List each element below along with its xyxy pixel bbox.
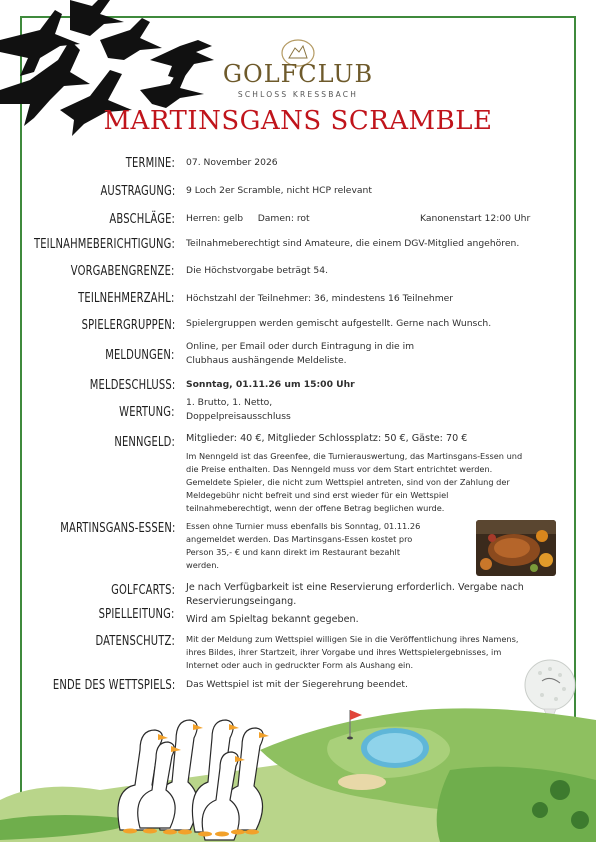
nenngeld-note-line5: teilnahmeberechtigt, wenn der offene Betrag beglichen wurde. (186, 503, 445, 513)
value-austragung: 9 Loch 2er Scramble, nicht HCP relevant (186, 185, 372, 196)
datenschutz-line3: Internet oder auch in gedruckter Form als Aushang ein. (186, 660, 414, 670)
roast-goose-photo (476, 520, 556, 576)
value-wertung-line1: 1. Brutto, 1. Netto, (186, 397, 273, 408)
label-vorgabengrenze: VORGABENGRENZE: (71, 263, 175, 279)
nenngeld-note-line1: Im Nenngeld ist das Greenfee, die Turnierauswertung, das Martinsgans-Essen und (186, 451, 523, 461)
label-nenngeld: NENNGELD: (114, 434, 175, 450)
label-abschlaege: ABSCHLÄGE: (109, 211, 175, 227)
label-austragung: AUSTRAGUNG: (100, 183, 175, 199)
label-teilnahmeberechtigung: TEILNAHMEBERICHTIGUNG: (33, 236, 175, 252)
value-termine: 07. November 2026 (186, 157, 278, 168)
club-logo-name: GOLFCLUB (222, 60, 374, 88)
nenngeld-note-line3: Gemeldete Spieler, die nicht zum Wettspiel antreten, sind von der Zahlung der (186, 477, 510, 487)
value-meldungen-line1: Online, per Email oder durch Eintragung in die im (186, 341, 415, 352)
club-logo-subtitle: SCHLOSS KRESSBACH (237, 90, 359, 99)
label-wertung: WERTUNG: (119, 404, 175, 420)
page-title: MARTINSGANS SCRAMBLE (103, 106, 493, 136)
value-spielleitung: Wird am Spieltag bekannt gegeben. (186, 614, 359, 625)
datenschutz-line1: Mit der Meldung zum Wettspiel willigen Sie in die Veröffentlichung ihres Namens, (186, 634, 519, 644)
essen-line1: Essen ohne Turnier muss ebenfalls bis Sonntag, 01.11.26 (186, 521, 421, 531)
value-ende-des-wettspiels: Das Wettspiel ist mit der Siegerehrung beendet. (186, 679, 408, 690)
label-meldeschluss: MELDESCHLUSS: (89, 377, 175, 393)
essen-line4: werden. (186, 560, 219, 570)
label-spielleitung: SPIELLEITUNG: (99, 606, 175, 622)
value-teilnahmeberechtigung: Teilnahmeberechtigt sind Amateure, die einem DGV-Mitglied angehören. (186, 238, 520, 249)
label-spielergruppen: SPIELERGRUPPEN: (81, 317, 175, 333)
value-teilnehmerzahl: Höchstzahl der Teilnehmer: 36, mindestens 16 Teilnehmer (186, 293, 454, 304)
value-nenngeld: Mitglieder: 40 €, Mitglieder Schlossplatz: 50 €, Gäste: 70 € (186, 433, 468, 444)
golfcarts-line1: Je nach Verfügbarkeit ist eine Reservierung erforderlich. Vergabe nach (186, 582, 524, 593)
nenngeld-note-line4: Meldegebühr nicht befreit und sind erst wieder für ein Wettspiel (186, 490, 449, 500)
golfcarts-line2: Reservierungseingang. (186, 596, 297, 607)
value-meldeschluss: Sonntag, 01.11.26 um 15:00 Uhr (186, 379, 355, 390)
essen-line2: angemeldet werden. Das Martinsgans-Essen kostet pro (186, 534, 413, 544)
label-datenschutz: DATENSCHUTZ: (95, 633, 175, 649)
label-termine: TERMINE: (125, 155, 175, 171)
label-ende-des-wettspiels: ENDE DES WETTSPIELS: (52, 677, 175, 693)
value-spielergruppen: Spielergruppen werden gemischt aufgestellt. Gerne nach Wunsch. (186, 318, 492, 329)
value-wertung-line2: Doppelpreisausschluss (186, 411, 291, 422)
value-abschlaege: Herren: gelb Damen: rot (186, 213, 310, 224)
essen-line3: Person 35,- € und kann direkt im Restaurant bezahlt (186, 547, 401, 557)
golf-course-with-geese-illustration (0, 690, 596, 842)
label-meldungen: MELDUNGEN: (105, 347, 175, 363)
value-kanonenstart: Kanonenstart 12:00 Uhr (420, 213, 531, 224)
label-golfcarts: GOLFCARTS: (110, 582, 175, 598)
nenngeld-note-line2: die Preise enthalten. Das Nenngeld muss vor dem Start entrichtet werden. (186, 464, 493, 474)
label-teilnehmerzahl: TEILNEHMERZAHL: (78, 290, 175, 306)
value-vorgabengrenze: Die Höchstvorgabe beträgt 54. (186, 265, 328, 276)
datenschutz-line2: ihres Bildes, ihrer Startzeit, ihrer Vorgabe und ihres Wettspielergebnisses, im (186, 647, 502, 657)
value-meldungen-line2: Clubhaus aushängende Meldeliste. (186, 355, 347, 366)
label-martinsgans-essen: MARTINSGANS-ESSEN: (59, 520, 175, 536)
